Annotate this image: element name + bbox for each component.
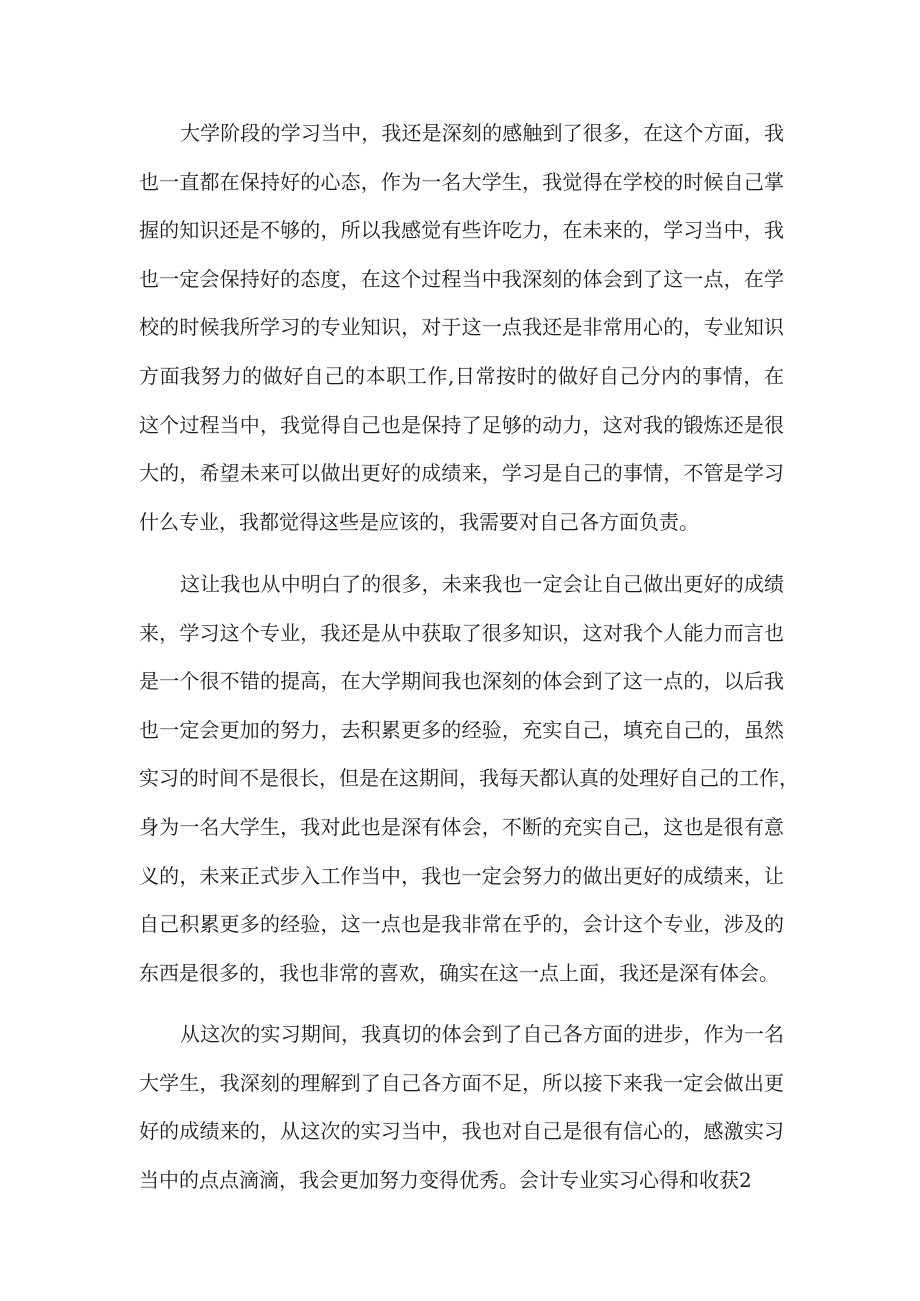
text-line: 大学生，我深刻的理解到了自己各方面不足，所以接下来我一定会做出更 (139, 1070, 784, 1095)
text-line: 身为一名大学生，我对此也是深有体会，不断的充实自己，这也是很有意 (139, 814, 784, 839)
text-line: 校的时候我所学习的专业知识，对于这一点我还是非常用心的，专业知识 (139, 315, 784, 340)
text-line: 来，学习这个专业，我还是从中获取了很多知识，这对我个人能力而言也 (139, 620, 784, 645)
text-line: 大的，希望未来可以做出更好的成绩来，学习是自己的事情，不管是学习 (139, 461, 784, 486)
text-line: 什么专业，我都觉得这些是应该的，我需要对自己各方面负责。 (139, 509, 699, 534)
text-line: 方面我努力的做好自己的本职工作,日常按时的做好自己分内的事情，在 (139, 363, 784, 388)
text-line: 也一直都在保持好的心态，作为一名大学生，我觉得在学校的时候自己掌 (139, 169, 784, 194)
text-line: 这让我也从中明白了的很多，未来我也一定会让自己做出更好的成绩 (180, 572, 784, 596)
text-line: 也一定会保持好的态度，在这个过程当中我深刻的体会到了这一点，在学 (139, 266, 784, 291)
text-line: 当中的点点滴滴，我会更加努力变得优秀。会计专业实习心得和收获2 (139, 1167, 752, 1192)
text-line: 东西是很多的，我也非常的喜欢，确实在这一点上面，我还是深有体会。 (139, 960, 779, 985)
text-line: 好的成绩来的，从这次的实习当中，我也对自己是很有信心的，感激实习 (139, 1119, 784, 1144)
paragraph-1 (139, 117, 784, 554)
paragraph-2 (139, 568, 799, 1005)
paragraph-3 (139, 1018, 784, 1212)
text-line: 也一定会更加的努力，去积累更多的经验，充实自己，填充自己的，虽然 (139, 717, 784, 742)
text-line: 自己积累更多的经验，这一点也是我非常在乎的，会计这个专业，涉及的 (139, 912, 784, 937)
text-line: 义的，未来正式步入工作当中，我也一定会努力的做出更好的成绩来，让 (139, 863, 784, 888)
text-line: 这个过程当中，我觉得自己也是保持了足够的动力，这对我的锻炼还是很 (139, 412, 784, 437)
text-line: 是一个很不错的提高，在大学期间我也深刻的体会到了这一点的，以后我 (139, 669, 784, 694)
text-line: 握的知识还是不够的，所以我感觉有些许吃力，在未来的，学习当中，我 (139, 218, 784, 243)
text-line: 从这次的实习期间，我真切的体会到了自己各方面的进步，作为一名 (180, 1022, 784, 1046)
text-line: 大学阶段的学习当中，我还是深刻的感触到了很多，在这个方面，我 (180, 121, 784, 145)
text-line: 实习的时间不是很长，但是在这期间，我每天都认真的处理好自己的工作， (139, 766, 799, 791)
